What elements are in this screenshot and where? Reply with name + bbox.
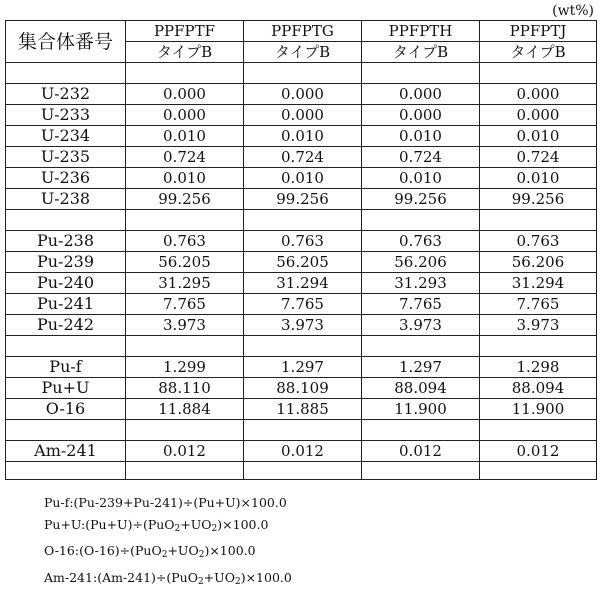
value-cell: 31.294 [480,273,597,294]
note-term: Pu-f [44,495,69,510]
table-body [6,63,597,480]
value-cell: 56.206 [480,252,597,273]
note-formula-part: (Pu+U)÷(PuO [85,517,174,532]
column-type-ppfptf: タイプB [126,42,244,63]
value-cell: 7.765 [244,294,362,315]
row-label: U-235 [6,147,126,168]
unit-label: (wt%) [552,2,594,20]
table-row [6,273,597,294]
value-cell: 0.000 [480,84,597,105]
spacer-row [6,210,597,231]
value-cell: 88.094 [480,378,597,399]
note-formula-part: (Pu-239+Pu-241)÷(Pu+U)×100.0 [74,495,287,510]
formula-note: $Pu+U:(Pu+U)\div(PuO_2+UO_2)\times 100.0$ [44,514,292,541]
empty-cell [126,336,244,357]
column-name-ppfptj: PPFPTJ [480,21,597,42]
empty-cell [480,63,597,84]
value-cell: 11.900 [362,399,480,420]
row-label: U-238 [6,189,126,210]
value-cell: 0.010 [480,126,597,147]
value-cell: 0.010 [244,126,362,147]
column-type-ppfptj: タイプB [480,42,597,63]
note-formula-part: )×100.0 [217,517,268,532]
empty-cell [244,420,362,441]
spacer-row [6,462,597,480]
table-row [6,84,597,105]
value-cell: 31.295 [126,273,244,294]
table-row [6,126,597,147]
table-row [6,315,597,336]
note-term: O-16 [44,543,75,558]
note-formula-part: +UO [180,517,211,532]
empty-cell [6,462,126,480]
row-label: U-232 [6,84,126,105]
note-term: Am-241 [44,570,93,585]
empty-cell [244,462,362,480]
empty-cell [244,336,362,357]
value-cell: 0.010 [362,126,480,147]
table-row [6,105,597,126]
value-cell: 0.000 [480,105,597,126]
empty-cell [362,210,480,231]
value-cell: 7.765 [362,294,480,315]
spacer-row [6,336,597,357]
value-cell: 0.010 [480,168,597,189]
note-formula-part: )×100.0 [241,570,292,585]
note-term: Pu+U [44,517,81,532]
value-cell: 0.724 [244,147,362,168]
value-cell: 31.293 [362,273,480,294]
note-formula-part: +UO [204,570,235,585]
value-cell: 0.763 [126,231,244,252]
value-cell: 0.000 [244,105,362,126]
header-row-names [6,21,597,42]
column-type-ppfptg: タイプB [244,42,362,63]
table-row [6,378,597,399]
formula-notes [44,492,292,593]
empty-cell [362,63,480,84]
table-row [6,399,597,420]
value-cell: 3.973 [362,315,480,336]
spacer-row [6,420,597,441]
empty-cell [126,210,244,231]
value-cell: 0.010 [362,168,480,189]
table-row [6,252,597,273]
value-cell: 3.973 [126,315,244,336]
formula-note: $O-16:(O-16)\div(PuO_2+UO_2)\times 100.0$ [44,540,292,567]
value-cell: 56.205 [244,252,362,273]
empty-cell [6,336,126,357]
note-formula-part: )×100.0 [204,543,255,558]
table-row [6,231,597,252]
column-name-ppfptf: PPFPTF [126,21,244,42]
value-cell: 99.256 [126,189,244,210]
table-row [6,189,597,210]
row-label: Pu-239 [6,252,126,273]
note-formula-part: (Am-241)÷(PuO [97,570,198,585]
table-row [6,168,597,189]
value-cell: 0.012 [244,441,362,462]
row-label: Pu-238 [6,231,126,252]
value-cell: 11.884 [126,399,244,420]
value-cell: 88.109 [244,378,362,399]
value-cell: 1.299 [126,357,244,378]
value-cell: 0.012 [362,441,480,462]
note-subscript: 2 [162,550,168,560]
row-label: Pu-f [6,357,126,378]
empty-cell [480,336,597,357]
row-label: Am-241 [6,441,126,462]
column-type-ppfpth: タイプB [362,42,480,63]
spacer-row [6,63,597,84]
note-subscript: 2 [175,524,181,534]
composition-table [5,20,597,480]
table-row [6,294,597,315]
row-label: O-16 [6,399,126,420]
value-cell: 3.973 [480,315,597,336]
formula-note: Pu-f:(Pu-239+Pu-241)÷(Pu+U)×100.0 [44,492,292,514]
empty-cell [480,420,597,441]
row-label: Pu+U [6,378,126,399]
empty-cell [244,210,362,231]
column-name-ppfptg: PPFPTG [244,21,362,42]
value-cell: 99.256 [362,189,480,210]
value-cell: 56.206 [362,252,480,273]
value-cell: 7.765 [126,294,244,315]
empty-cell [362,336,480,357]
empty-cell [126,63,244,84]
value-cell: 56.205 [126,252,244,273]
assembly-number-header: 集合体番号 [6,21,126,63]
empty-cell [362,420,480,441]
value-cell: 7.765 [480,294,597,315]
empty-cell [126,462,244,480]
empty-cell [244,63,362,84]
value-cell: 1.298 [480,357,597,378]
value-cell: 0.000 [362,84,480,105]
value-cell: 0.010 [126,168,244,189]
value-cell: 3.973 [244,315,362,336]
table-row [6,147,597,168]
value-cell: 88.110 [126,378,244,399]
value-cell: 0.000 [362,105,480,126]
value-cell: 0.763 [244,231,362,252]
value-cell: 0.010 [244,168,362,189]
empty-cell [480,462,597,480]
note-formula-part: +UO [167,543,198,558]
value-cell: 99.256 [244,189,362,210]
row-label: Pu-241 [6,294,126,315]
empty-cell [480,210,597,231]
value-cell: 0.000 [126,105,244,126]
note-subscript: 2 [199,550,205,560]
value-cell: 0.000 [126,84,244,105]
note-formula-part: (O-16)÷(PuO [79,543,162,558]
empty-cell [126,420,244,441]
formula-note: $Am-241:(Am-241)\div(PuO_2+UO_2)\times 100.0$ [44,567,292,593]
row-label: Pu-240 [6,273,126,294]
value-cell: 1.297 [244,357,362,378]
note-subscript: 2 [198,577,204,587]
value-cell: 0.000 [244,84,362,105]
row-label: U-234 [6,126,126,147]
value-cell: 88.094 [362,378,480,399]
value-cell: 0.763 [480,231,597,252]
value-cell: 0.763 [362,231,480,252]
empty-cell [6,63,126,84]
value-cell: 0.012 [126,441,244,462]
value-cell: 11.900 [480,399,597,420]
column-name-ppfpth: PPFPTH [362,21,480,42]
value-cell: 99.256 [480,189,597,210]
value-cell: 0.724 [362,147,480,168]
value-cell: 31.294 [244,273,362,294]
row-label: U-233 [6,105,126,126]
empty-cell [6,420,126,441]
value-cell: 0.724 [126,147,244,168]
row-label: U-236 [6,168,126,189]
value-cell: 0.012 [480,441,597,462]
value-cell: 1.297 [362,357,480,378]
empty-cell [6,210,126,231]
note-subscript: 2 [235,577,241,587]
table-row [6,357,597,378]
note-subscript: 2 [212,524,218,534]
table-row [6,441,597,462]
empty-cell [362,462,480,480]
value-cell: 11.885 [244,399,362,420]
row-label: Pu-242 [6,315,126,336]
value-cell: 0.010 [126,126,244,147]
value-cell: 0.724 [480,147,597,168]
